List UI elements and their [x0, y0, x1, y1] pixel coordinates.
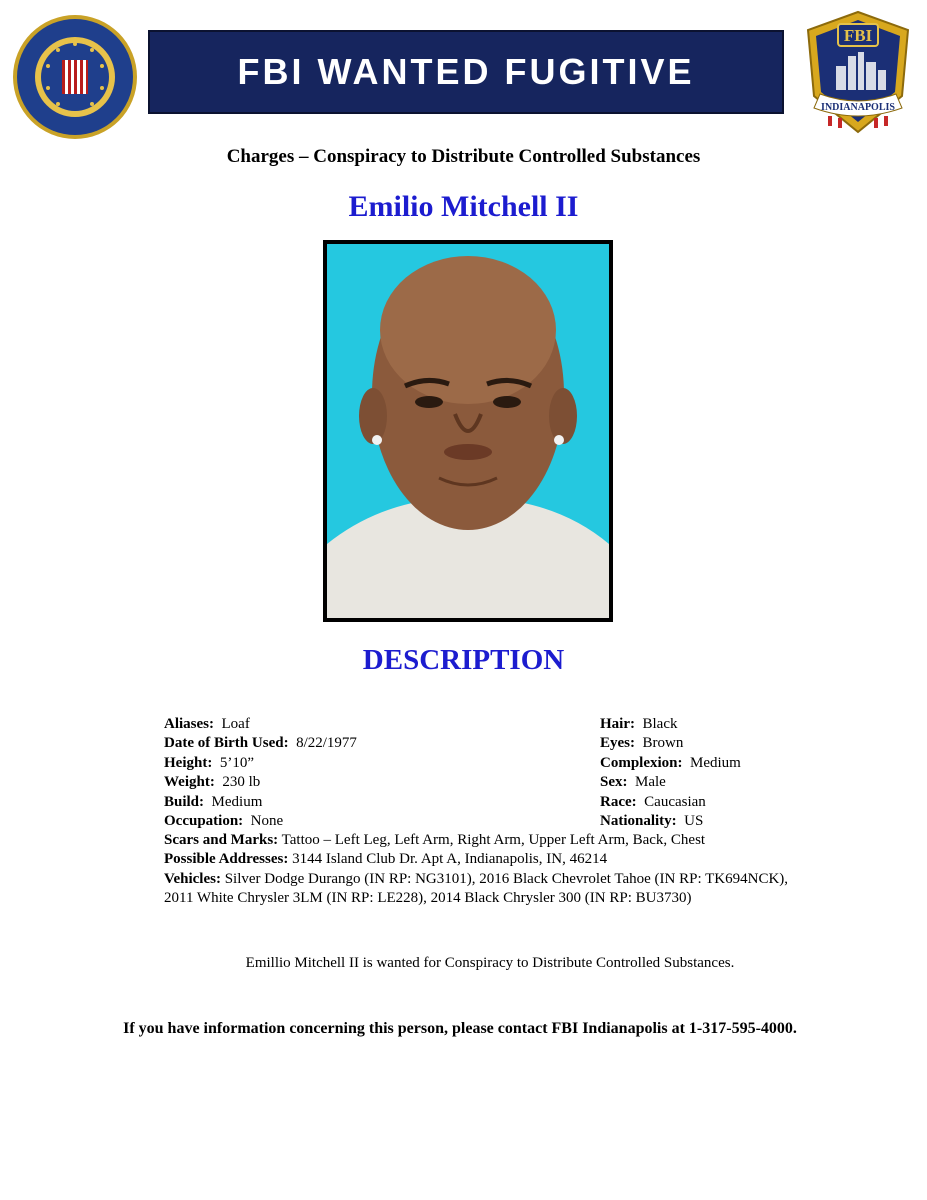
detail-row-height: [164, 754, 594, 773]
subject-name: Emilio Mitchell II: [348, 190, 579, 223]
detail-value: Loaf: [221, 716, 250, 732]
detail-row-race: [600, 793, 800, 812]
detail-row-build: [164, 793, 594, 812]
detail-label: Possible Addresses:: [164, 851, 289, 868]
charges-line: Charges – Conspiracy to Distribute Controlled Substances: [226, 146, 701, 167]
description-heading: DESCRIPTION: [362, 644, 565, 676]
detail-value: 230 lb: [222, 774, 261, 791]
svg-text:FBI: FBI: [843, 26, 873, 45]
detail-value: 5’10”: [219, 754, 254, 771]
detail-label: Scars and Marks:: [164, 832, 279, 848]
detail-label: Height:: [164, 754, 213, 771]
detail-row-occupation: [164, 812, 594, 831]
detail-label: Build:: [164, 793, 205, 810]
detail-value: US: [684, 813, 704, 830]
detail-label: Sex:: [600, 774, 628, 791]
detail-value: 8/22/1977: [296, 735, 357, 752]
details-right-column: [600, 715, 800, 831]
detail-value: None: [250, 813, 284, 830]
detail-row-scars-marks: [164, 831, 794, 850]
detail-row-weight: [164, 773, 594, 792]
detail-value: Medium: [690, 754, 741, 771]
detail-row-complexion: [600, 754, 800, 773]
detail-row-sex: [600, 773, 800, 792]
detail-label: Vehicles:: [164, 870, 221, 887]
detail-value: Caucasian: [644, 793, 706, 810]
fbi-indianapolis-badge-icon: [798, 8, 918, 136]
svg-text:INDIANAPOLIS: INDIANAPOLIS: [821, 102, 895, 113]
detail-value: 3144 Island Club Dr. Apt A, Indianapolis, IN, 46214: [292, 851, 608, 868]
detail-value: Black: [642, 716, 678, 732]
details-left-column: [164, 715, 594, 831]
details-full-width: [164, 831, 794, 909]
detail-value: Brown: [642, 735, 684, 752]
mugshot-photo: [323, 240, 613, 622]
detail-label: Aliases:: [164, 716, 214, 732]
title-banner: [148, 30, 784, 114]
detail-row-eyes: [600, 734, 800, 753]
detail-label: Occupation:: [164, 813, 244, 830]
detail-row-nationality: [600, 812, 800, 831]
detail-row-hair: [600, 715, 800, 734]
detail-label: Weight:: [164, 774, 215, 791]
detail-label: Race:: [600, 793, 637, 810]
detail-row-addresses: [164, 850, 794, 869]
contact-statement: If you have information concerning this person, please contact FBI Indianapolis at 1-317-595-4000.: [123, 1020, 797, 1037]
detail-label: Eyes:: [600, 735, 635, 752]
detail-label: Nationality:: [600, 813, 677, 830]
detail-value: Tattoo – Left Leg, Left Arm, Right Arm, Upper Left Arm, Back, Chest: [281, 832, 706, 848]
summary-statement: Emillio Mitchell II is wanted for Conspiracy to Distribute Controlled Substances.: [245, 955, 735, 971]
detail-value: Medium: [211, 793, 263, 810]
detail-row-dob: [164, 734, 594, 753]
detail-value: Silver Dodge Durango (IN RP: NG3101), 2016 Black Chevrolet Tahoe (IN RP: TK694NCK), 2011 White Chrysler 3LM (IN RP: LE228), 2014 Black Chrysler 300 (IN RP: BU3730): [164, 870, 789, 907]
doj-fbi-seal-icon: [12, 14, 138, 140]
detail-label: Complexion:: [600, 754, 683, 771]
detail-value: Male: [635, 774, 666, 791]
detail-label: Date of Birth Used:: [164, 735, 289, 752]
detail-row-vehicles: [164, 870, 794, 909]
banner-title: FBI WANTED FUGITIVE: [237, 51, 695, 92]
detail-label: Hair:: [600, 716, 635, 732]
detail-row-aliases: [164, 715, 594, 734]
